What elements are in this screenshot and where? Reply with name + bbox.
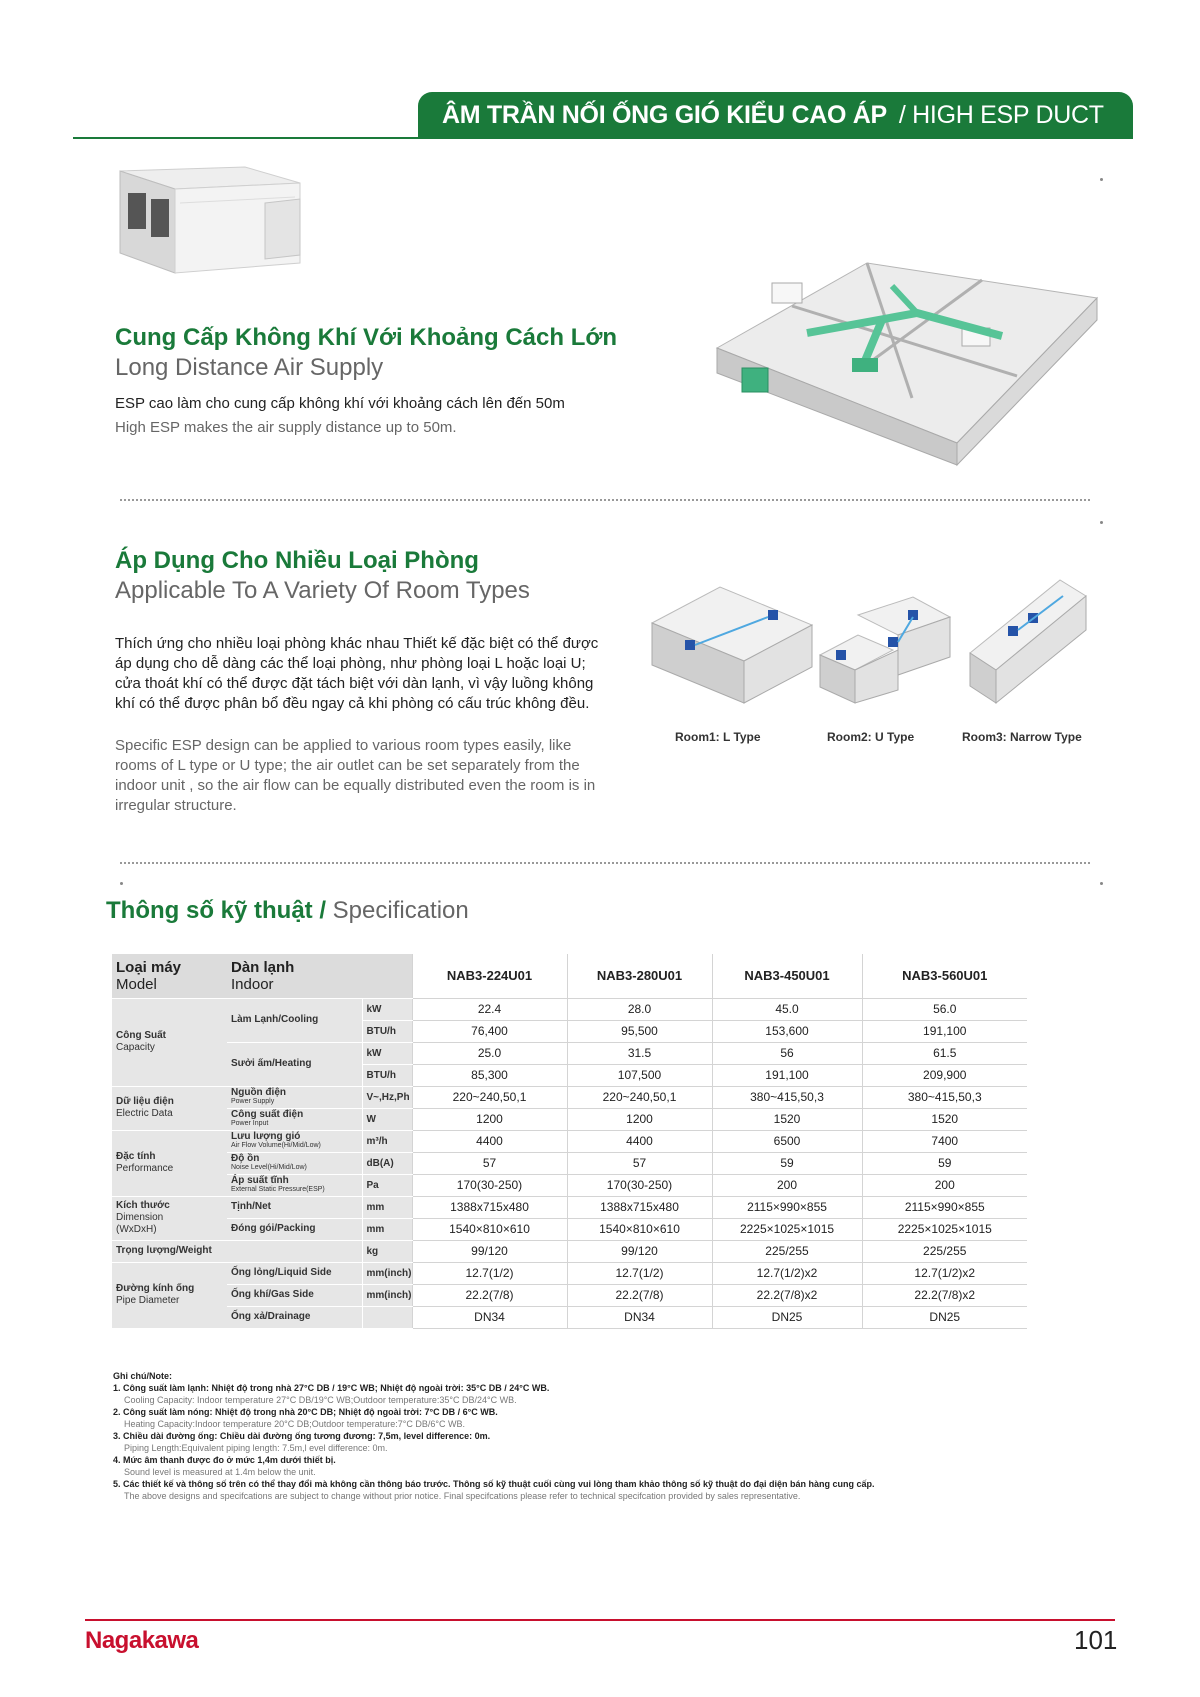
cool-btu-value: 153,600 [712, 1020, 862, 1042]
esp-value: 170(30-250) [412, 1174, 567, 1196]
room-u-type-illustration [818, 595, 953, 705]
header-title-vi: ÂM TRẦN NỐI ỐNG GIÓ KIỂU CAO ÁP [442, 101, 887, 129]
divider-2 [120, 862, 1090, 864]
notes-heading: Ghi chú/Note: [113, 1371, 172, 1381]
cool-kw-value: 56.0 [862, 998, 1027, 1020]
drain-value: DN25 [712, 1306, 862, 1328]
cool-kw-value: 45.0 [712, 998, 862, 1020]
note-4: 4. Mức âm thanh được đo ở mức 1,4m dưới thiết bị. [113, 1455, 336, 1465]
net-dim-value: 1388x715x480 [567, 1196, 712, 1218]
heat-btu-value: 209,900 [862, 1064, 1027, 1086]
weight-label: Trọng lượng/Weight [112, 1240, 362, 1262]
unit-v: V~,Hz,Ph [362, 1086, 412, 1108]
header-banner [418, 92, 1133, 139]
dimension-group: Kích thước Dimension (WxDxH) [112, 1196, 227, 1240]
airflow-value: 6500 [712, 1130, 862, 1152]
power-supply-label: Nguồn điện Power Supply [227, 1086, 362, 1108]
capacity-group: Công Suất Capacity [112, 998, 227, 1086]
power-input-value: 1520 [712, 1108, 862, 1130]
note-3: 3. Chiều dài đường ống: Chiều dài đường ống tương đương: 7,5m, level difference: 0m. [113, 1431, 491, 1441]
noise-value: 59 [862, 1152, 1027, 1174]
weight-value: 99/120 [567, 1240, 712, 1262]
heat-kw-value: 31.5 [567, 1042, 712, 1064]
section1-title-vi: Cung Cấp Không Khí Với Khoảng Cách Lớn [115, 324, 618, 351]
gas-value: 22.2(7/8)x2 [862, 1284, 1027, 1306]
pipe-group: Đường kính ống Pipe Diameter [112, 1262, 227, 1328]
note-5-en: The above designs and specifcations are subject to change without prior notice. Final specifcations please refer to technical specifcation provided by sales representative. [124, 1491, 801, 1501]
spec-title [106, 897, 469, 925]
heating-label: Sưởi ấm/Heating [227, 1042, 362, 1086]
head-model-en: Model [116, 975, 157, 993]
unit-kw: kW [362, 1042, 412, 1064]
note-3-en: Piping Length:Equivalent piping length: 7.5m,l evel difference: 0m. [124, 1443, 388, 1453]
power-supply-value: 380~415,50,3 [712, 1086, 862, 1108]
drain-value: DN25 [862, 1306, 1027, 1328]
cool-btu-value: 76,400 [412, 1020, 567, 1042]
noise-value: 57 [567, 1152, 712, 1174]
packing-dim-value: 1540×810×610 [412, 1218, 567, 1240]
airflow-label: Lưu lượng gió Air Flow Volume(Hi/Mid/Low) [227, 1130, 362, 1152]
corner-dot [1100, 521, 1103, 524]
model-name: NAB3-560U01 [862, 954, 1027, 998]
power-supply-value: 220~240,50,1 [567, 1086, 712, 1108]
unit-m3h: m³/h [362, 1130, 412, 1152]
section1-title-en: Long Distance Air Supply [115, 354, 384, 381]
weight-value: 225/255 [862, 1240, 1027, 1262]
net-dim-value: 2115×990×855 [862, 1196, 1027, 1218]
power-input-value: 1200 [412, 1108, 567, 1130]
note-5: 5. Các thiết kế và thông số trên có thể thay đổi mà không cần thông báo trước. Thông số kỹ thuật cuối cùng vui lòng tham khảo thông số kỹ thuật do đại diện bán hàng cung cấp. [113, 1479, 875, 1489]
weight-value: 225/255 [712, 1240, 862, 1262]
section2-text-vi: Thích ứng cho nhiều loại phòng khác nhau Thiết kế đặc biệt có thể được áp dụng cho dễ dàng các thể loại phòng, như phòng loại L hoặc loại U; cửa thoát khí có thể được đặt tách biệt với dàn lạnh, vì vậy luồng không khí có thể được phân bổ đều ngay cả khi phòng có cấu trúc không đều. [115, 635, 599, 712]
heat-kw-value: 61.5 [862, 1042, 1027, 1064]
packing-dim-value: 1540×810×610 [567, 1218, 712, 1240]
gas-value: 22.2(7/8)x2 [712, 1284, 862, 1306]
unit-pa: Pa [362, 1174, 412, 1196]
esp-value: 200 [862, 1174, 1027, 1196]
unit-mminch: mm(inch) [362, 1284, 412, 1306]
model-name: NAB3-280U01 [567, 954, 712, 998]
section1-text-en: High ESP makes the air supply distance up to 50m. [115, 419, 457, 436]
power-supply-value: 220~240,50,1 [412, 1086, 567, 1108]
header-title-en: / HIGH ESP DUCT [898, 101, 1104, 129]
head-model-vi: Loại máy [116, 958, 182, 976]
spec-title-vi: Thông số kỹ thuật / [106, 897, 326, 924]
corner-dot [120, 882, 123, 885]
section2-text-en: Specific ESP design can be applied to various room types easily, like rooms of L type or U type; the air outlet can be set separately from the indoor unit , so the air flow can be equally distributed even the room is in irregular structure. [115, 737, 596, 814]
room-l-type-illustration [650, 585, 815, 705]
power-supply-value: 380~415,50,3 [862, 1086, 1027, 1108]
divider-1 [120, 499, 1090, 501]
esp-label: Áp suất tĩnh External Static Pressure(ESP) [227, 1174, 362, 1196]
net-label: Tịnh/Net [227, 1196, 362, 1218]
note-1: 1. Công suất làm lạnh: Nhiệt độ trong nhà 27°C DB / 19°C WB; Nhiệt độ ngoài trời: 35°C DB / 24°C WB. [113, 1383, 550, 1393]
unit-btuh: BTU/h [362, 1064, 412, 1086]
net-dim-value: 1388x715x480 [412, 1196, 567, 1218]
cool-kw-value: 28.0 [567, 998, 712, 1020]
esp-value: 170(30-250) [567, 1174, 712, 1196]
heat-kw-value: 56 [712, 1042, 862, 1064]
gas-label: Ống khí/Gas Side [227, 1284, 362, 1306]
section2-title-en: Applicable To A Variety Of Room Types [115, 577, 530, 604]
unit-kw: kW [362, 998, 412, 1020]
net-dim-value: 2115×990×855 [712, 1196, 862, 1218]
head-model [112, 954, 227, 998]
head-indoor [227, 954, 412, 998]
model-name: NAB3-224U01 [412, 954, 567, 998]
performance-group: Đặc tính Performance [112, 1130, 227, 1196]
noise-value: 59 [712, 1152, 862, 1174]
liquid-value: 12.7(1/2) [567, 1262, 712, 1284]
head-indoor-vi: Dàn lạnh [231, 958, 295, 976]
unit-kg: kg [362, 1240, 412, 1262]
corner-dot [1100, 178, 1103, 181]
liquid-value: 12.7(1/2)x2 [712, 1262, 862, 1284]
model-name: NAB3-450U01 [712, 954, 862, 998]
liquid-value: 12.7(1/2) [412, 1262, 567, 1284]
gas-value: 22.2(7/8) [412, 1284, 567, 1306]
corner-dot [1100, 882, 1103, 885]
power-input-label: Công suất điện Power Input [227, 1108, 362, 1130]
drain-value: DN34 [567, 1306, 712, 1328]
unit-dba: dB(A) [362, 1152, 412, 1174]
airflow-value: 7400 [862, 1130, 1027, 1152]
cool-kw-value: 22.4 [412, 998, 567, 1020]
packing-dim-value: 2225×1025×1015 [712, 1218, 862, 1240]
spec-table [112, 954, 1027, 1329]
head-indoor-en: Indoor [231, 975, 274, 993]
notes [113, 1370, 1013, 1502]
brand-logo: Nagakawa [85, 1627, 199, 1654]
drain-value: DN34 [412, 1306, 567, 1328]
room2-label: Room2: U Type [827, 730, 915, 744]
electric-group: Dữ liệu điện Electric Data [112, 1086, 227, 1130]
spec-title-en: Specification [326, 897, 469, 924]
esp-value: 200 [712, 1174, 862, 1196]
liquid-value: 12.7(1/2)x2 [862, 1262, 1027, 1284]
heat-btu-value: 85,300 [412, 1064, 567, 1086]
power-input-value: 1520 [862, 1108, 1027, 1130]
note-2: 2. Công suất làm nóng: Nhiệt độ trong nhà 20°C DB; Nhiệt độ ngoài trời: 7°C DB / 6°C WB. [113, 1407, 498, 1417]
cool-btu-value: 191,100 [862, 1020, 1027, 1042]
drain-label: Ống xả/Drainage [227, 1306, 362, 1328]
packing-label: Đóng gói/Packing [227, 1218, 362, 1240]
heat-btu-value: 191,100 [712, 1064, 862, 1086]
heat-btu-value: 107,500 [567, 1064, 712, 1086]
unit-btuh: BTU/h [362, 1020, 412, 1042]
packing-dim-value: 2225×1025×1015 [862, 1218, 1027, 1240]
page-number: 101 [1074, 1625, 1118, 1655]
unit-mminch: mm(inch) [362, 1262, 412, 1284]
room-narrow-type-illustration [968, 578, 1088, 706]
airflow-value: 4400 [412, 1130, 567, 1152]
floorplan-illustration [712, 258, 1102, 468]
unit-mm: mm [362, 1218, 412, 1240]
footer-rule [85, 1619, 1115, 1621]
section2-title-vi: Áp Dụng Cho Nhiều Loại Phòng [115, 547, 479, 574]
duct-unit-image [115, 163, 305, 283]
unit-blank [362, 1306, 412, 1328]
weight-value: 99/120 [412, 1240, 567, 1262]
noise-value: 57 [412, 1152, 567, 1174]
note-2-en: Heating Capacity:Indoor temperature 20°C DB;Outdoor temperature:7°C DB/6°C WB. [124, 1419, 465, 1429]
noise-label: Độ ồn Noise Level(Hi/Mid/Low) [227, 1152, 362, 1174]
liquid-label: Ống lỏng/Liquid Side [227, 1262, 362, 1284]
unit-w: W [362, 1108, 412, 1130]
unit-mm: mm [362, 1196, 412, 1218]
section1-text-vi: ESP cao làm cho cung cấp không khí với khoảng cách lên đến 50m [115, 395, 565, 412]
airflow-value: 4400 [567, 1130, 712, 1152]
room3-label: Room3: Narrow Type [962, 730, 1082, 744]
heat-kw-value: 25.0 [412, 1042, 567, 1064]
gas-value: 22.2(7/8) [567, 1284, 712, 1306]
cool-btu-value: 95,500 [567, 1020, 712, 1042]
power-input-value: 1200 [567, 1108, 712, 1130]
note-1-en: Cooling Capacity: Indoor temperature 27°C DB/19°C WB;Outdoor temperature:35°C DB/24°C WB. [124, 1395, 517, 1405]
room1-label: Room1: L Type [675, 730, 761, 744]
cooling-label: Làm Lạnh/Cooling [227, 998, 362, 1042]
note-4-en: Sound level is measured at 1.4m below the unit. [124, 1467, 316, 1477]
